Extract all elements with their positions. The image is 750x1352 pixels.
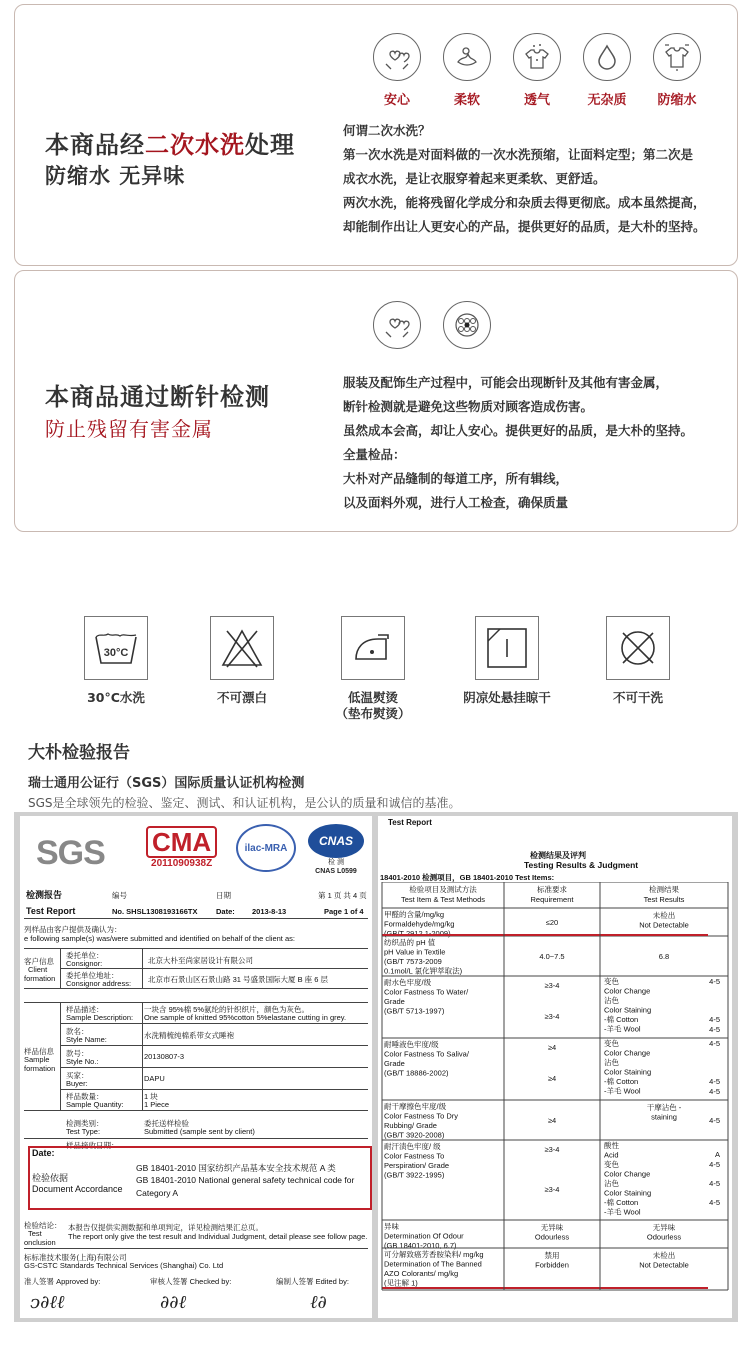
doc-text: e following sample(s) was/were submitted and identified on behalf of the client as: [24,934,295,943]
para-line: 第一次水洗是对面料做的一次水洗预缩，让面料定型；第二次是 [343,147,694,162]
para-line: 两次水洗，能将残留化学成分和杂质去得更彻底。成本虽然提高， [343,195,706,210]
quantity-value: 1 块 [144,1092,158,1101]
requirement: ≥3-4 [544,981,560,990]
feature-label: 无杂质 [587,93,627,108]
quantity-value: 1 Piece [144,1100,170,1109]
doc-label: 日期 [216,891,231,900]
test-result: Color Staining [604,1188,652,1198]
requirement: ≥4 [547,1043,557,1052]
doc-label: 第 1 页 共 4 页 [318,891,367,900]
doc-label: onclusion [24,1238,56,1247]
test-result: -棉 Cotton [604,1077,639,1086]
table-header: 检验项目及测试方法 [409,885,477,894]
test-result: -棉 Cotton [604,1198,639,1207]
report-title: 大朴检验报告 [28,743,130,763]
test-result: 6.8 [658,952,670,961]
test-result: 变色 [604,977,619,986]
care-label: 不可漂白 [216,690,267,705]
doc-label: Test [28,1229,42,1238]
table-header: Test Item & Test Methods [400,895,486,904]
test-result: 酸性 [604,1141,619,1150]
agency-name: 标标准技术服务(上海)有限公司 [24,1253,127,1262]
washing-paragraph [343,119,706,239]
care-shade-dry [452,616,562,706]
signature-checked: ∂∂ℓ [160,1292,187,1313]
test-result: Color Change [604,1169,651,1179]
doc-label: 编号 [112,891,127,900]
result-grade: 4-5 [709,1160,720,1169]
test-result: 沾色 [604,1179,619,1188]
signature-label: 编制人签署 Edited by: [276,1277,349,1286]
test-item: (见注解 1) [384,1278,418,1288]
doc-label: Document Accordance [32,1184,123,1194]
doc-label: 款号： [66,1049,89,1058]
test-result: 无异味 [652,1223,676,1232]
needle-feature-row [367,301,497,349]
test-result: 干摩沾色 - [646,1103,682,1112]
test-item: Grade [384,1059,405,1068]
shrink-proof-shirt-icon [662,42,692,72]
conclusion-value: 本报告仅提供实测数据和单项判定，详见检测结果汇总页。 [68,1223,263,1232]
washing-section-card [14,4,738,266]
test-item: pH Value in Textile [384,947,446,957]
para-line: 虽然成本会高，却让人安心。提供更好的品质，是大朴的坚持。 [343,423,694,438]
cnas-sub: 检 测 [328,859,344,866]
test-result: 变色 [604,1039,619,1048]
consignor-value: 北京大朴至尚家居设计有限公司 [148,956,253,965]
conclusion-value: The report only give the test result and Individual Judgment, detail please see follow page. [68,1232,368,1241]
report-description: SGS是全球领先的检验、鉴定、测试、和认证机构，是公认的质量和诚信的基准。 [28,796,461,810]
needle-paragraph [343,371,693,515]
test-result: -羊毛 Wool [604,1024,641,1034]
signature-approved: ↄ∂ℓℓ [30,1292,65,1313]
requirement: ≥3-4 [544,1145,560,1154]
cma-logo-block [146,826,217,869]
para-line: 成衣水洗，是让衣服穿着起来更柔软、更舒适。 [343,171,606,186]
doc-label: Sample Quantity: [66,1100,124,1109]
breathable-shirt-icon [522,42,552,72]
standard-value: GB 18401-2010 National general safety technical code for [136,1175,355,1185]
doc-label: 样品信息 [24,1047,54,1056]
test-item: 可分解致癌芳香胺染料/ mg/kg [384,1250,484,1259]
care-no-dry-clean [583,616,693,706]
doc-title: Test Report [26,906,76,916]
care-label: 低温熨烫 [347,690,398,705]
table-header: 标准要求 [537,885,567,894]
signature-label: 准人签署 Approved by: [24,1277,101,1286]
standard-line: 18401-2010 检测项目，GB 18401-2010 Test Items: [380,873,555,882]
doc-label: Sample Description: [66,1013,134,1022]
doc-text: 列样品由客户提供及确认为： [24,925,122,934]
para-line: 大朴对产品缝制的每道工序，所有辑线， [343,471,569,486]
doc-label: Date: [216,907,235,916]
test-item: 异味 [384,1222,399,1231]
cma-number: 2011090938Z [151,858,213,869]
doc-label: 检测报告 [26,890,63,900]
cma-logo: CMA [146,826,217,858]
test-result: Not Detectable [639,920,689,930]
doc-label: 样品接收日期： [66,1141,119,1150]
no-dry-clean-icon [615,625,661,671]
needle-subline: 防止残留有害金属 [45,417,213,441]
result-grade: 4-5 [709,1039,720,1048]
cnas-logo: CNAS [308,824,364,858]
feature-heart [367,301,427,349]
doc-label: 买家： [66,1071,89,1080]
feature-soft [437,33,497,108]
requirement: ≥3-4 [544,1012,560,1021]
requirement: ≥4 [547,1116,557,1125]
doc-label: 款名： [66,1027,89,1036]
report-date: 2013-8-13 [252,907,287,916]
table-header: 检测结果 [649,885,679,894]
no-bleach-icon [219,625,265,671]
feature-needle [437,301,497,349]
doc-label: 样品数量： [66,1092,104,1101]
shade-drip-dry-icon [484,625,530,671]
test-report-page-1 [20,816,372,1318]
doc-label: Style No.: [66,1057,99,1066]
feature-label: 柔软 [453,93,480,108]
doc-label: Client [28,965,48,974]
washing-headline: 本商品经二次水洗处理 [45,131,295,159]
test-item: Determination Of Odour [384,1231,464,1241]
doc-label: Sample [24,1055,50,1064]
standard-value: GB 18401-2010 国家纺织产品基本安全技术规范 A 类 [136,1163,336,1173]
test-item: Formaldehyde/mg/kg [384,919,455,929]
test-item: Color Fastness To [384,1151,445,1161]
care-label: 30°C水洗 [87,690,145,705]
signature-label: 审核人签署 Checked by: [150,1277,232,1286]
result-grade: A [714,1150,720,1159]
feature-no-impurities [577,33,637,108]
test-result: 沾色 [604,996,619,1005]
agency-name: GS-CSTC Standards Technical Services (Shanghai) Co. Ltd [24,1261,224,1270]
requirement: Forbidden [535,1260,569,1270]
test-result: -羊毛 Wool [604,1086,641,1096]
test-type-value: Submitted (sample sent by client) [144,1127,255,1136]
test-result: 变色 [604,1160,619,1169]
test-item: Determination of The Banned [384,1259,482,1269]
test-result: staining [651,1112,677,1122]
water-drop-icon [592,42,622,72]
test-result: 未检出 [652,1251,676,1260]
washing-subline: 防缩水 无异味 [45,164,186,188]
table-header: Test Results [643,895,685,904]
heart-hands-icon [382,42,412,72]
para-line: 何谓二次水洗？ [343,123,431,138]
result-grade: 4-5 [709,1015,720,1024]
needle-detection-card [14,270,738,532]
test-result: 沾色 [604,1058,619,1067]
result-grade: 4-5 [709,1025,720,1034]
cnas-code: CNAS L0599 [315,868,357,875]
test-item: 耐水色牢度/级 [384,978,432,987]
ilac-mra-logo: ilac-MRA [236,824,296,872]
care-label: 不可干洗 [612,690,663,705]
doc-label: 委托单位： [66,951,104,960]
doc-label: Buyer: [66,1079,88,1088]
test-item: Rubbing/ Grade [384,1121,437,1130]
doc-title: Test Report [388,818,432,827]
requirement: Odourless [534,1232,570,1242]
test-item: (GB/T 2912.1-2009) [384,929,451,938]
test-result: -羊毛 Wool [604,1207,641,1217]
heart-hands-icon [382,310,412,340]
low-iron-icon [350,625,396,671]
description-value: 一块含 95%棉 5%氨纶的针织织片，颜色为灰色。 [144,1005,310,1014]
feature-peace-of-mind [367,33,427,108]
test-result: Color Change [604,986,651,996]
doc-label: Date: [32,1148,55,1158]
requirement: ≤20 [545,918,559,927]
test-item: (GB/T 3922-1995) [384,1170,445,1180]
requirement: ≥4 [547,1074,557,1083]
care-low-iron [318,616,428,722]
test-item: (GB/T 5713-1997) [384,1006,445,1016]
result-grade: 4-5 [709,1087,720,1096]
test-item: Color Fastness To Saliva/ [384,1049,469,1059]
certification-logos [26,824,366,884]
test-item: AZO Colorants/ mg/kg [384,1269,459,1278]
doc-label: Consignor address: [66,979,132,988]
doc-label: 检测类别： [66,1119,104,1128]
requirement: 4.0~7.5 [539,952,565,961]
washing-feature-row [367,33,707,108]
report-number: No. SHSL1308193166TX [112,907,198,916]
test-item: Grade [384,997,405,1006]
doc-label: 客户信息 [24,957,54,966]
test-type-value: 委托送样检验 [144,1119,189,1128]
feature-shrink-proof [647,33,707,108]
buyer-value: DAPU [144,1074,165,1083]
needle-detection-icon [452,310,482,340]
care-label: 阴凉处悬挂晾干 [463,690,551,705]
test-result: -棉 Cotton [604,1015,639,1024]
cnas-logo-block [308,824,364,876]
care-no-bleach [187,616,297,706]
result-grade: 4-5 [709,977,720,986]
care-label-note: （垫布熨烫） [335,706,411,721]
result-grade: 4-5 [709,1179,720,1188]
para-line: 服装及配饰生产过程中，可能会出现断针及其他有害金属， [343,375,669,390]
doc-label: formation [24,1064,56,1073]
test-result: Color Staining [604,1067,652,1077]
test-item: 甲醛的含量/mg/kg [384,910,445,919]
results-title: 检测结果及评判 [530,851,586,860]
test-item: 耐唾液色牢度/级 [384,1040,439,1049]
para-line: 全量检品： [343,447,406,462]
para-line: 以及面料外观，进行人工检查，确保质量 [343,495,569,510]
requirement: 无异味 [540,1223,564,1232]
feature-breathable [507,33,567,108]
wash-30-icon [93,625,139,671]
doc-label: 样品描述： [66,1005,104,1014]
test-result: Color Staining [604,1005,652,1015]
table-header: Requirement [530,895,574,904]
page-number: Page 1 of 4 [324,907,364,916]
address-value: 北京市石景山区石景山路 31 号盛景国际大厦 B 座 6 层 [148,975,329,984]
report-org-line: 瑞士通用公证行（SGS）国际质量认证机构检测 [28,776,305,791]
test-item: Color Fastness To Water/ [384,987,469,997]
feature-label: 透气 [523,93,550,108]
test-item: (GB/T 3920-2008) [384,1130,445,1140]
style-no-value: 20130807-3 [144,1052,185,1061]
doc-label: Consignor: [66,959,103,968]
doc-label: Test Type: [66,1127,101,1136]
test-item: Perspiration/ Grade [384,1161,450,1170]
test-item: Color Fastness To Dry [384,1111,459,1121]
test-item: 耐干摩擦色牢度/级 [384,1102,447,1111]
standard-value: Category A [136,1188,179,1198]
doc-label: Style Name: [66,1035,107,1044]
para-line: 却能制作出让人更安心的产品，提供更好的品质，是大朴的坚持。 [343,219,706,234]
certificate-images [14,812,738,1322]
para-line: 断针检测就是避免这些物质对顾客造成伤害。 [343,399,594,414]
signature-edited: ℓ∂ [310,1292,327,1313]
results-table [378,882,732,1318]
requirement: 禁用 [544,1251,560,1260]
requirement: ≥3-4 [544,1185,560,1194]
style-value: 水洗精梳纯棉系带女式睡袍 [144,1031,234,1040]
care-wash-30 [61,616,171,706]
test-result: Acid [604,1150,619,1160]
test-item: (GB 18401-2010, 6.7) [384,1241,457,1250]
test-item: 耐汗渍色牢度/ 级 [384,1142,441,1151]
test-report-results-page [378,816,732,1318]
doc-label: 委托单位地址： [66,971,119,980]
result-grade: 4-5 [709,1116,720,1125]
test-item: (GB/T 7573-2009 [384,957,442,966]
test-item: 纺织品的 pH 值 [384,938,436,947]
result-grade: 4-5 [709,1198,720,1207]
svg-text:30°C: 30°C [103,647,129,659]
description-value: One sample of knitted 95%cotton 5%elastane cutting in grey. [144,1013,347,1022]
test-item: (GB/T 18886-2002) [384,1068,449,1078]
feature-label: 防缩水 [657,93,697,108]
doc-label: formation [24,974,56,983]
result-grade: 4-5 [709,1077,720,1086]
test-result: 未检出 [652,911,676,920]
needle-headline: 本商品通过断针检测 [45,383,270,411]
sgs-logo: SGS [36,834,105,872]
test-item: 0.1mol/L 氯化钾萃取法) [384,966,463,976]
doc-label: 检验结论： [24,1221,62,1230]
results-title: Testing Results & Judgment [524,860,639,870]
test-result: Odourless [646,1232,682,1242]
doc-label: 检验依据 [32,1173,69,1183]
test-result: Not Detectable [639,1260,689,1270]
feature-label: 安心 [383,93,410,108]
soft-fabric-icon [452,42,482,72]
test-result: Color Change [604,1048,651,1058]
